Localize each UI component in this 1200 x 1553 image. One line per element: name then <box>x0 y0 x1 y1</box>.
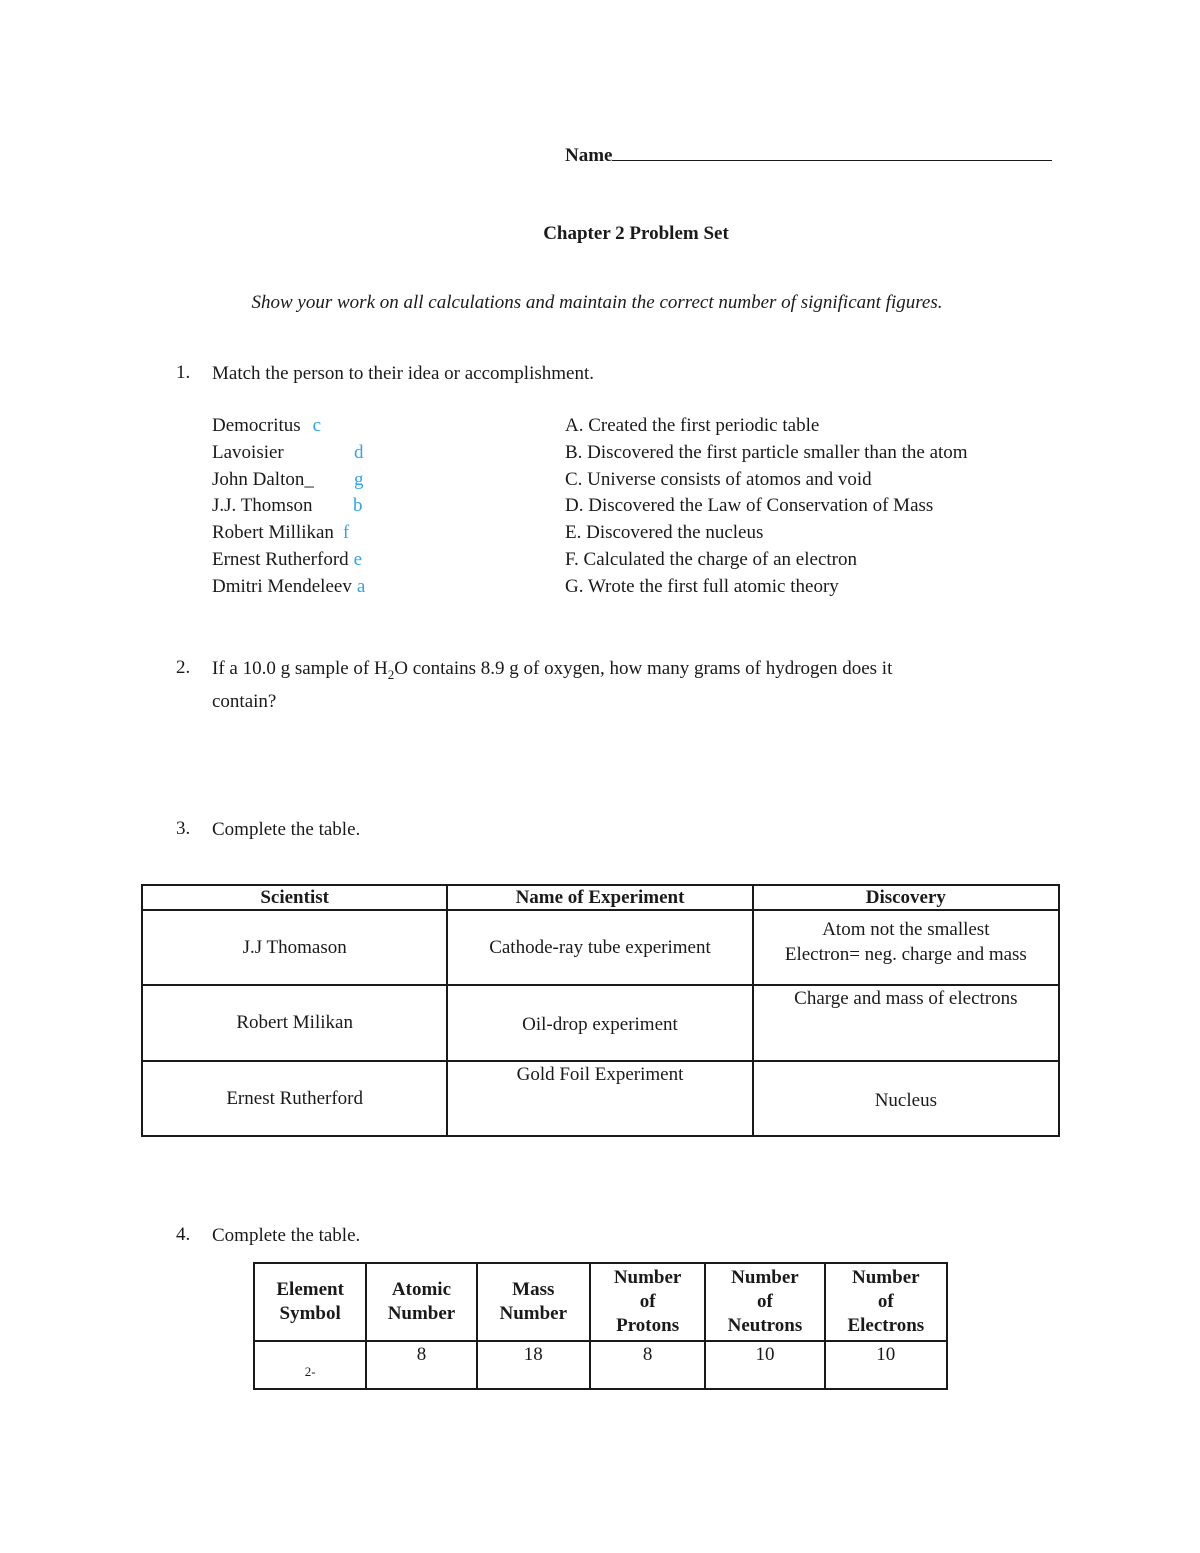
page-title: Chapter 2 Problem Set <box>543 223 729 244</box>
cell-discovery[interactable]: Charge and mass of electrons <box>753 985 1059 1061</box>
q2-number: 2. <box>176 657 191 678</box>
header-scientist: Scientist <box>142 885 447 910</box>
header-protons: Number of Protons <box>590 1263 705 1341</box>
header-experiment: Name of Experiment <box>447 885 752 910</box>
answer-letter: b <box>353 495 363 517</box>
option-a: A. Created the first periodic table <box>565 415 820 436</box>
q1-options-list <box>565 413 1085 601</box>
cell-discovery[interactable]: Nucleus <box>753 1061 1059 1136</box>
header-discovery: Discovery <box>753 885 1059 910</box>
q1-prompt: Match the person to their idea or accomplishment. <box>212 363 594 384</box>
person-row: Ernest Rutherford e <box>212 548 363 570</box>
name-field[interactable] <box>565 142 1052 167</box>
cell-atomic[interactable]: 8 <box>366 1341 476 1389</box>
cell-discovery[interactable]: Atom not the smallest Electron= neg. charge and mass <box>753 910 1059 985</box>
table-row <box>254 1341 947 1389</box>
person-row: J.J. Thomson b <box>212 493 512 520</box>
answer-letter: c <box>312 415 322 436</box>
header-mass-number: Mass Number <box>477 1263 590 1341</box>
name-label: Name <box>565 145 613 166</box>
table-header-row <box>142 885 1059 910</box>
q2-text: If a 10.0 g sample of $H_2O$ contains 8.9 g of oxygen, how many grams of hydrogen does it contain? <box>212 658 893 712</box>
answer-letter: e <box>353 548 363 570</box>
instructions: Show your work on all calculations and maintain the correct number of significant figures. <box>251 292 943 313</box>
answer-letter: d <box>354 441 364 463</box>
person-row: Robert Millikan f <box>212 522 350 544</box>
cell-protons[interactable]: 8 <box>590 1341 705 1389</box>
person-row: Lavoisier d <box>212 440 512 467</box>
q4-prompt: Complete the table. <box>212 1225 361 1246</box>
cell-experiment[interactable]: Gold Foil Experiment <box>447 1061 752 1136</box>
table-row <box>142 985 1059 1061</box>
option-c: C. Universe consists of atomos and void <box>565 468 872 490</box>
cell-experiment[interactable]: Oil-drop experiment <box>447 985 752 1061</box>
header-electrons: Number of Electrons <box>825 1263 947 1341</box>
answer-letter: g <box>354 468 364 490</box>
q1-people-list <box>212 413 512 601</box>
option-e: E. Discovered the nucleus <box>565 522 764 544</box>
cell-symbol[interactable]: 2- <box>254 1341 366 1389</box>
table-row <box>142 1061 1059 1136</box>
element-table <box>253 1262 948 1390</box>
answer-letter: a <box>356 575 366 597</box>
q3-number: 3. <box>176 818 191 839</box>
header-neutrons: Number of Neutrons <box>705 1263 824 1341</box>
cell-electrons[interactable]: 10 <box>825 1341 947 1389</box>
q1-number: 1. <box>176 362 191 383</box>
name-blank-line[interactable] <box>612 142 1052 161</box>
cell-scientist[interactable]: Robert Milikan <box>142 985 447 1061</box>
cell-neutrons[interactable]: 10 <box>705 1341 824 1389</box>
q3-prompt: Complete the table. <box>212 819 361 840</box>
option-d: D. Discovered the Law of Conservation of Mass <box>565 495 934 517</box>
table-header-row <box>254 1263 947 1341</box>
table-row <box>142 910 1059 985</box>
header-atomic-number: Atomic Number <box>366 1263 476 1341</box>
option-g: G. Wrote the first full atomic theory <box>565 575 839 597</box>
cell-scientist[interactable]: J.J Thomason <box>142 910 447 985</box>
option-b: B. Discovered the first particle smaller than the atom <box>565 441 968 463</box>
answer-letter: f <box>342 522 350 544</box>
cell-experiment[interactable]: Cathode-ray tube experiment <box>447 910 752 985</box>
header-element-symbol: Element Symbol <box>254 1263 366 1341</box>
person-row: Dmitri Mendeleev a <box>212 575 366 597</box>
scientist-table <box>141 884 1060 1137</box>
q4-number: 4. <box>176 1224 191 1245</box>
cell-mass[interactable]: 18 <box>477 1341 590 1389</box>
option-f: F. Calculated the charge of an electron <box>565 548 857 570</box>
person-row: Democritus c <box>212 415 322 436</box>
person-row: John Dalton_ g <box>212 467 512 494</box>
cell-scientist[interactable]: Ernest Rutherford <box>142 1061 447 1136</box>
